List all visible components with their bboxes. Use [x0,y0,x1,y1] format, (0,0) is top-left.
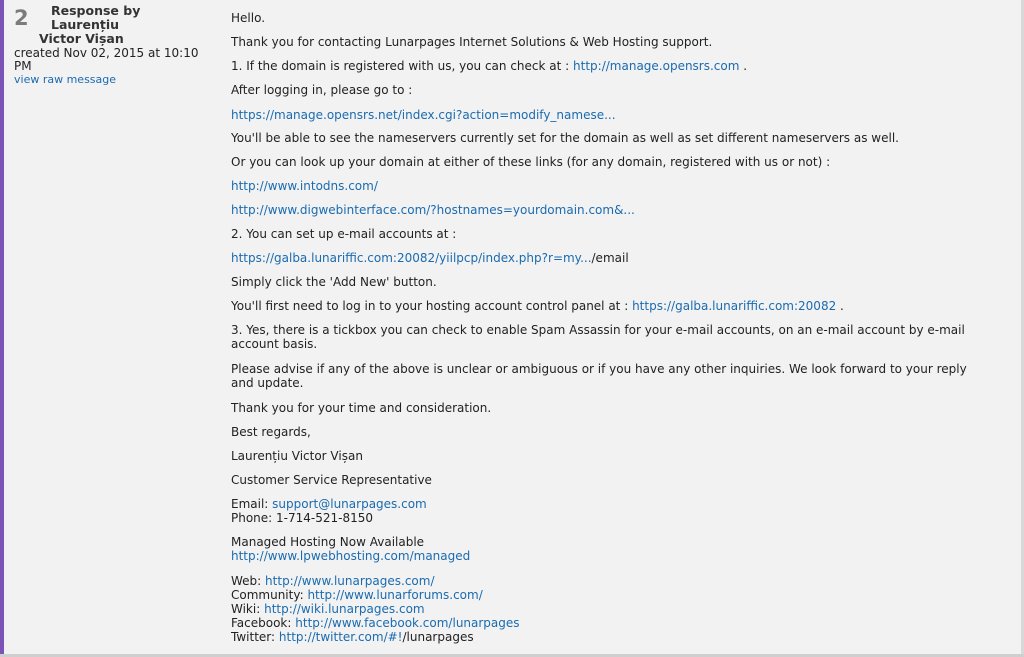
facebook-line [231,616,520,630]
wiki-link[interactable]: http://wiki.lunarpages.com [264,602,425,616]
created-timestamp: created Nov 02, 2015 at 10:10 PM [14,46,199,73]
twitter-label: Twitter: [231,630,276,644]
nameservers-line: You'll be able to see the nameservers currently set for the domain as well as set different nameservers as well. [231,131,899,145]
intodns-link[interactable]: http://www.intodns.com/ [231,179,378,193]
twitter-link[interactable]: http://twitter.com/#! [278,630,403,644]
opensrs-link[interactable]: http://manage.opensrs.com [573,59,740,73]
point-1-text: 1. If the domain is registered with us, you can check at : [231,59,570,73]
login-line-text: You'll first need to log in to your hosting account control panel at : [231,299,629,313]
managed-hosting-line: Managed Hosting Now Available [231,535,425,549]
community-line [231,588,483,602]
point-3: 3. Yes, there is a tickbox you can check to enable Spam Assassin for your e-mail accounts, on an e-mail account by e-mail account basis. [231,323,965,351]
signature-role: Customer Service Representative [231,473,432,487]
accent-bar [0,0,4,657]
facebook-link[interactable]: http://www.facebook.com/lunarpages [295,616,520,630]
web-link[interactable]: http://www.lunarpages.com/ [265,574,435,588]
advise-line: Please advise if any of the above is unclear or ambiguous or if you have any other inquiries. We look forward to your reply and update. [231,362,967,390]
thanks-line: Thank you for contacting Lunarpages Internet Solutions & Web Hosting support. [231,35,713,49]
control-panel-link[interactable]: https://galba.lunariffic.com:20082 [632,299,837,313]
email-setup-url [231,251,629,265]
galba-email-link[interactable]: https://galba.lunariffic.com:20082/yiilpcp/index.php?r=my... [231,251,592,265]
support-email-link[interactable]: support@lunarpages.com [272,497,427,511]
greeting: Hello. [231,11,266,25]
add-new-line: Simply click the 'Add New' button. [231,275,437,289]
wiki-line [231,602,425,616]
wiki-label: Wiki: [231,602,261,616]
managed-hosting-link[interactable]: http://www.lpwebhosting.com/managed [231,549,471,563]
author-line-1: Response by Laurențiu [51,3,141,32]
twitter-tail: /lunarpages [402,630,474,644]
author-line-2: Victor Vișan [39,31,124,46]
regards-line: Best regards, [231,425,311,439]
community-label: Community: [231,588,304,602]
lookup-line: Or you can look up your domain at either of these links (for any domain, registered with us or not) : [231,155,831,169]
point-1 [231,59,747,73]
login-line [231,299,844,313]
digwebinterface-link[interactable]: http://www.digwebinterface.com/?hostnames=yourdomain.com&... [231,203,635,217]
facebook-label: Facebook: [231,616,292,630]
view-raw-message-link[interactable]: view raw message [14,73,117,86]
message-author [39,4,204,46]
phone-line: Phone: 1-714-521-8150 [231,511,374,525]
message-meta [14,4,204,86]
email-label: Email: [231,497,269,511]
modify-nameservers-link[interactable]: https://manage.opensrs.net/index.cgi?action=modify_namese... [231,108,616,122]
point-1-end: . [743,59,748,73]
community-link[interactable]: http://www.lunarforums.com/ [307,588,483,602]
message-number: 2 [14,6,29,30]
login-line-end: . [840,299,844,313]
galba-email-tail: /email [591,251,629,265]
email-line [231,497,427,511]
web-label: Web: [231,574,262,588]
twitter-line [231,630,474,644]
web-line [231,574,435,588]
point-2: 2. You can set up e-mail accounts at : [231,227,457,241]
thank-time-line: Thank you for your time and consideration. [231,401,492,415]
after-login-line: After logging in, please go to : [231,83,413,97]
signature-name: Laurențiu Victor Vișan [231,449,363,463]
